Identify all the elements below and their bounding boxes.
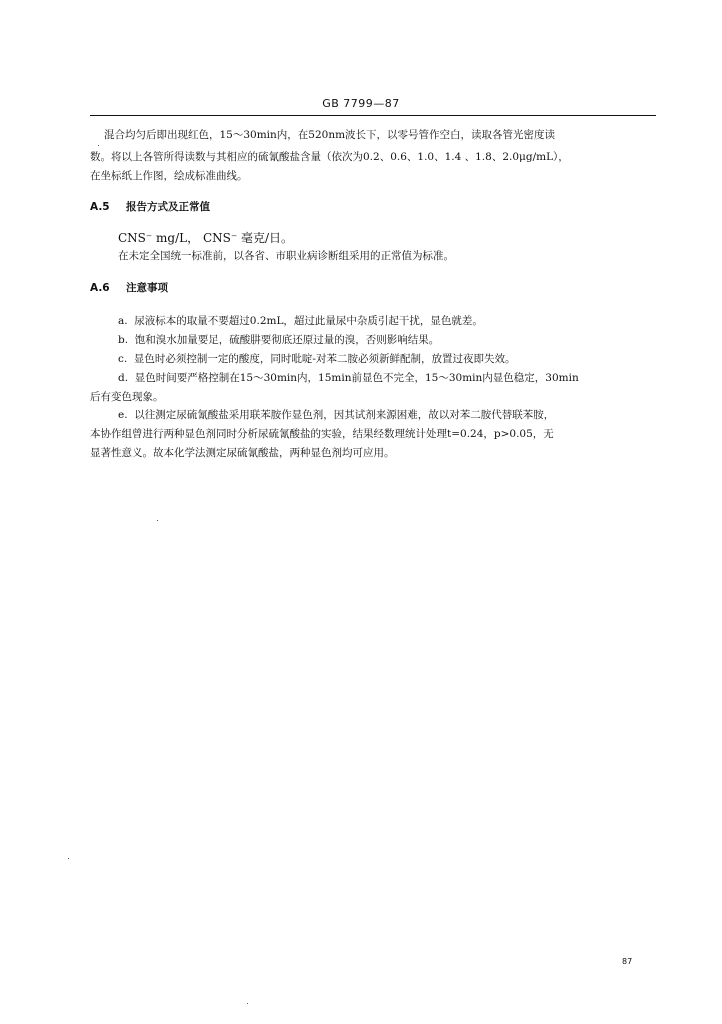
a6-item-d-cont: 后有变色现象。 <box>90 391 164 403</box>
a6-item-d-text: 显色时间要严格控制在15～30min内，15min前显色不完全，15～30min内显色稳定，30min <box>134 372 579 384</box>
a6-item-a-label: a. <box>118 315 128 327</box>
a6-item-d-label: d. <box>118 372 129 384</box>
page-number: 87 <box>622 957 633 966</box>
section-a5-title: 报告方式及正常值 <box>126 201 210 213</box>
a6-item-e-cont2: 显著性意义。故本化学法测定尿硫氰酸盐，两种显色剂均可应用。 <box>90 447 395 459</box>
a6-item-e-text: 以往测定尿硫氰酸盐采用联苯胺作显色剂，因其试剂来源困难，故以对苯二胺代替联苯胺， <box>134 409 555 421</box>
a6-item-a <box>118 313 483 328</box>
a6-item-a-text: 尿液标本的取量不要超过0.2mL，超过此量尿中杂质引起干扰，显色就差。 <box>134 315 483 327</box>
a6-item-b-text: 饱和溴水加量要足，硫酸肼要彻底还原过量的溴，否则影响结果。 <box>134 334 440 346</box>
intro-line-1: 混合均匀后即出现红色，15～30min内，在520nm波长下，以零号管作空白，读取各管光密度读 <box>104 129 556 141</box>
section-a6-title: 注意事项 <box>126 282 168 294</box>
scan-speck <box>68 858 69 859</box>
scan-speck <box>247 1003 248 1004</box>
a6-item-b <box>118 332 439 347</box>
a6-item-c-label: c. <box>118 353 128 365</box>
intro-line-2: 数。将以上各管所得读数与其相应的硫氰酸盐含量（依次为0.2、0.6、1.0、1.4 、1.8、2.0μg/mL）， <box>90 151 569 163</box>
a6-item-e <box>118 407 554 422</box>
a5-units: CNS⁻ mg/L， CNS⁻ 毫克/日。 <box>118 231 294 245</box>
section-a6-heading <box>90 280 168 295</box>
a5-note: 在未定全国统一标准前，以各省、市职业病诊断组采用的正常值为标准。 <box>118 250 454 262</box>
header-rule <box>90 115 656 116</box>
a6-item-d <box>118 370 579 385</box>
a6-item-e-label: e. <box>118 409 128 421</box>
a6-item-c <box>118 351 515 366</box>
a6-item-c-text: 显色时必须控制一定的酸度，同时吡啶-对苯二胺必须新鲜配制，放置过夜即失效。 <box>133 353 516 365</box>
a6-item-b-label: b. <box>118 334 129 346</box>
section-a5-number: A.5 <box>90 201 110 213</box>
page-header: GB 7799—87 <box>322 97 400 110</box>
intro-line-3: 在坐标纸上作图，绘成标准曲线。 <box>90 170 248 182</box>
a6-item-e-cont: 本协作组曾进行两种显色剂同时分析尿硫氰酸盐的实验，结果经数理统计处理t=0.24，p>0.05，无 <box>90 428 554 440</box>
scan-speck <box>157 520 158 521</box>
section-a6-number: A.6 <box>90 282 110 294</box>
scan-speck <box>98 145 99 146</box>
section-a5-heading <box>90 199 210 214</box>
